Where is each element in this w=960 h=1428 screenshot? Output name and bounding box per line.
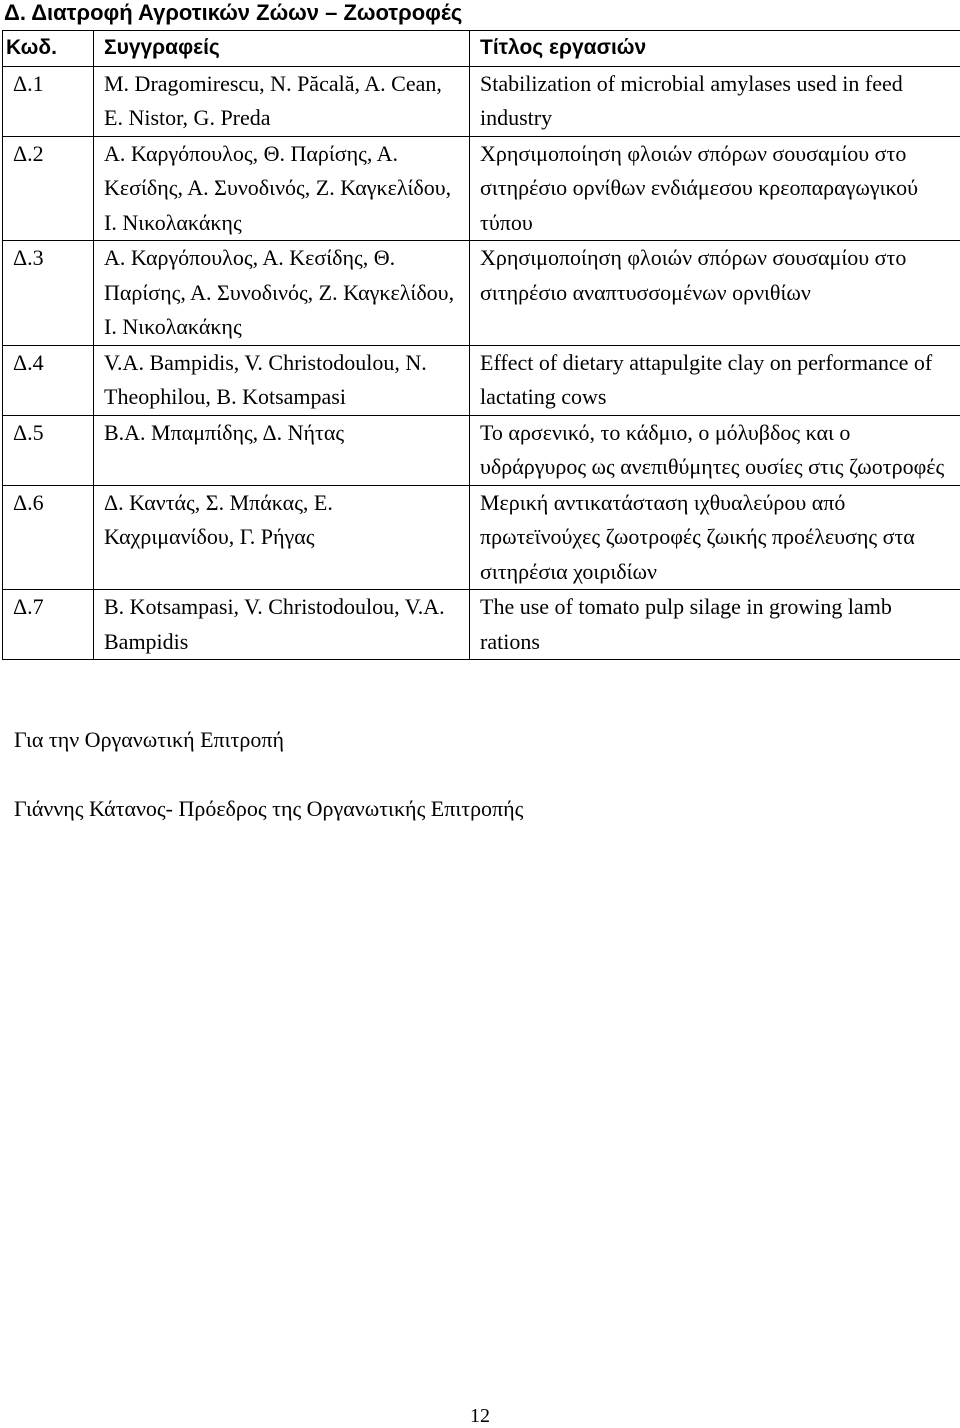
table-row bbox=[3, 485, 960, 590]
paper-authors: Α. Καργόπουλος, Θ. Παρίσης, Α. Κεσίδης, Α. Συνοδινός, Ζ. Καγκελίδου, Ι. Νικολακάκης bbox=[94, 136, 470, 241]
paper-authors: M. Dragomirescu, N. Păcală, A. Cean, E. Nistor, G. Preda bbox=[94, 66, 470, 136]
paper-title: Χρησιμοποίηση φλοιών σπόρων σουσαμίου στο σιτηρέσιο ορνίθων ενδιάμεσου κρεοπαραγωγικού τύπου bbox=[470, 136, 960, 241]
section-heading: Δ. Διατροφή Αγροτικών Ζώων – Ζωοτροφές bbox=[4, 0, 463, 25]
paper-authors: Β.Α. Μπαμπίδης, Δ. Νήτας bbox=[94, 415, 470, 485]
paper-code: Δ.3 bbox=[3, 241, 94, 346]
paper-authors: V.A. Bampidis, V. Christodoulou, N. Theophilou, B. Kotsampasi bbox=[94, 345, 470, 415]
paper-code: Δ.5 bbox=[3, 415, 94, 485]
paper-code: Δ.4 bbox=[3, 345, 94, 415]
table-row bbox=[3, 590, 960, 660]
paper-code: Δ.7 bbox=[3, 590, 94, 660]
table-row bbox=[3, 415, 960, 485]
paper-authors: Δ. Καντάς, Σ. Μπάκας, Ε. Καχριμανίδου, Γ. Ρήγας bbox=[94, 485, 470, 590]
page-number: 12 bbox=[470, 1405, 490, 1427]
paper-authors: B. Kotsampasi, V. Christodoulou, V.A. Bampidis bbox=[94, 590, 470, 660]
table-row bbox=[3, 66, 960, 136]
paper-title: Το αρσενικό, το κάδμιο, ο μόλυβδος και ο υδράργυρος ως ανεπιθύμητες ουσίες στις ζωοτροφές bbox=[470, 415, 960, 485]
table-row bbox=[3, 345, 960, 415]
header-code: Κωδ. bbox=[3, 31, 94, 67]
paper-authors: Α. Καργόπουλος, Α. Κεσίδης, Θ. Παρίσης, Α. Συνοδινός, Ζ. Καγκελίδου, Ι. Νικολακάκης bbox=[94, 241, 470, 346]
paper-title: Μερική αντικατάσταση ιχθυαλεύρου από πρωτεϊνούχες ζωοτροφές ζωικής προέλευσης στα σιτηρέσια χοιριδίων bbox=[470, 485, 960, 590]
committee-line: Για την Οργανωτική Επιτροπή bbox=[14, 727, 284, 752]
table-header-row bbox=[3, 31, 960, 67]
paper-code: Δ.6 bbox=[3, 485, 94, 590]
signature-line: Γιάννης Κάτανος- Πρόεδρος της Οργανωτικής Επιτροπής bbox=[14, 796, 524, 821]
paper-title: The use of tomato pulp silage in growing lamb rations bbox=[470, 590, 960, 660]
header-authors: Συγγραφείς bbox=[94, 31, 470, 67]
table-row bbox=[3, 241, 960, 346]
paper-title: Effect of dietary attapulgite clay on performance of lactating cows bbox=[470, 345, 960, 415]
papers-table bbox=[2, 30, 960, 660]
paper-code: Δ.2 bbox=[3, 136, 94, 241]
paper-title: Χρησιμοποίηση φλοιών σπόρων σουσαμίου στο σιτηρέσιο αναπτυσσομένων ορνιθίων bbox=[470, 241, 960, 346]
paper-title: Stabilization of microbial amylases used in feed industry bbox=[470, 66, 960, 136]
paper-code: Δ.1 bbox=[3, 66, 94, 136]
table-row bbox=[3, 136, 960, 241]
header-title: Τίτλος εργασιών bbox=[470, 31, 960, 67]
